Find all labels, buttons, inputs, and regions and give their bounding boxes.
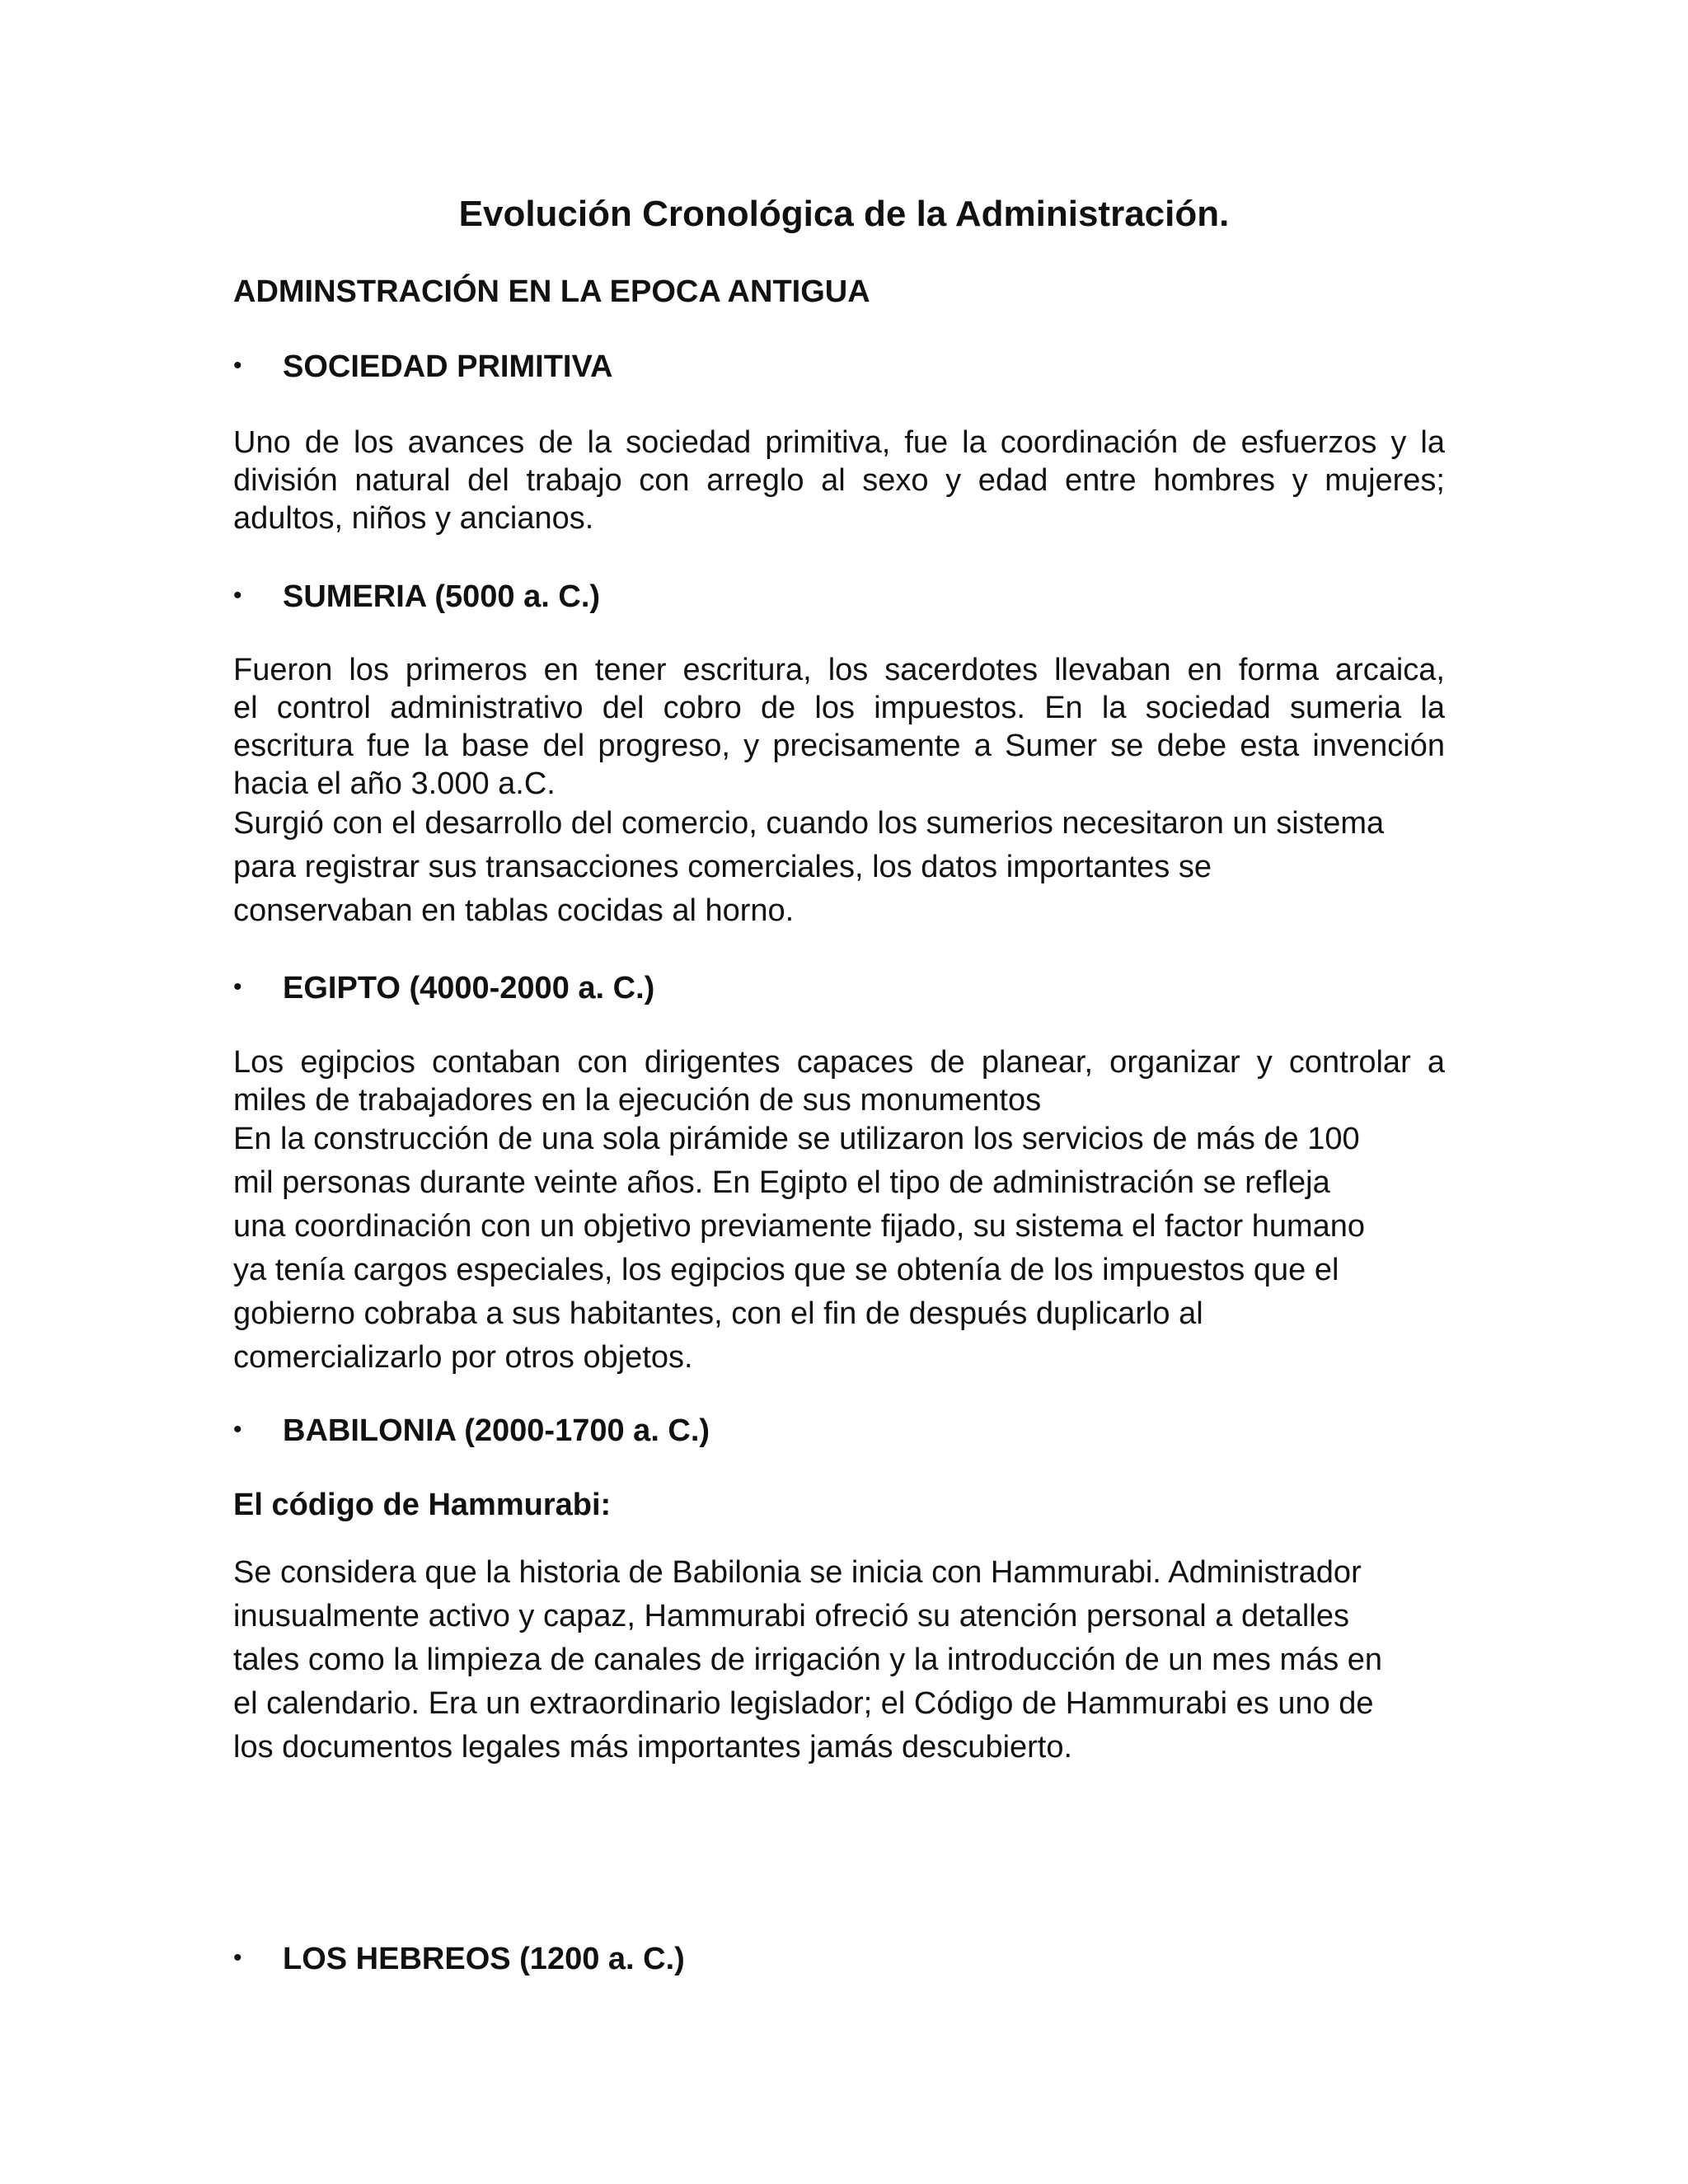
paragraph-babilonia [233,1551,1445,1769]
section-heading: ADMINSTRACIÓN EN LA EPOCA ANTIGUA [233,274,870,309]
bullet-heading-los-hebreos [233,1938,685,1979]
text-line: miles de trabajadores en la ejecución de sus monumentos [233,1083,1042,1118]
text-line: los documentos legales más importantes jamás descubierto. [233,1730,1073,1765]
bullet-heading-label: SUMERIA (5000 a. C.) [283,579,601,614]
text-line: escritura fue la base del progreso, y precisamente a Sumer se debe esta invención [233,729,1445,763]
paragraph-sumeria-2 [233,802,1445,933]
text-line: ya tenía cargos especiales, los egipcios que se obtenía de los impuestos que el [233,1253,1339,1287]
text-line: una coordinación con un objetivo previamente fijado, su sistema el factor humano [233,1209,1366,1244]
paragraph-sociedad-primitiva [233,424,1445,537]
bullet-heading-label: LOS HEBREOS (1200 a. C.) [283,1942,685,1976]
bullet-icon: • [233,1944,242,1971]
bullet-icon: • [233,973,242,1001]
text-line: En la construcción de una sola pirámide se utilizaron los servicios de más de 100 [233,1122,1360,1156]
text-line: comercializarlo por otros objetos. [233,1340,693,1375]
text-line: gobierno cobraba a sus habitantes, con el fin de después duplicarlo al [233,1296,1203,1331]
text-line: el calendario. Era un extraordinario legislador; el Código de Hammurabi es uno de [233,1686,1374,1721]
text-line: tales como la limpieza de canales de irrigación y la introducción de un mes más en [233,1643,1383,1677]
paragraph-egipto [233,1043,1445,1119]
text-line: división natural del trabajo con arreglo al sexo y edad entre hombres y mujeres; [233,463,1445,498]
text-line: Se considera que la historia de Babilonia se inicia con Hammurabi. Administrador [233,1555,1362,1590]
bullet-heading-sociedad-primitiva [233,346,612,387]
bullet-heading-label: BABILONIA (2000-1700 a. C.) [283,1413,710,1448]
text-line: Surgió con el desarrollo del comercio, cuando los sumerios necesitaron un sistema [233,806,1385,841]
bullet-icon: • [233,582,242,609]
bullet-heading-babilonia [233,1410,710,1451]
text-line: el control administrativo del cobro de los impuestos. En la sociedad sumeria la [233,691,1445,725]
bullet-heading-egipto [233,968,654,1008]
text-line: Fueron los primeros en tener escritura, los sacerdotes llevaban en forma arcaica, [233,653,1445,687]
text-line: mil personas durante veinte años. En Egipto el tipo de administración se refleja [233,1165,1330,1200]
text-line: hacia el año 3.000 a.C. [233,766,556,801]
text-line: adultos, niños y ancianos. [233,501,594,536]
paragraph-egipto-2 [233,1118,1445,1380]
text-line: Los egipcios contaban con dirigentes capaces de planear, organizar y controlar a [233,1045,1445,1080]
text-line: Uno de los avances de la sociedad primitiva, fue la coordinación de esfuerzos y la [233,425,1445,460]
text-line: para registrar sus transacciones comerciales, los datos importantes se [233,850,1212,884]
bullet-heading-sumeria [233,576,600,616]
text-line: inusualmente activo y capaz, Hammurabi ofreció su atención personal a detalles [233,1599,1349,1633]
text-line: conservaban en tablas cocidas al horno. [233,893,795,928]
bullet-heading-label: SOCIEDAD PRIMITIVA [283,349,613,384]
bullet-icon: • [233,352,242,379]
bullet-heading-label: EGIPTO (4000-2000 a. C.) [283,971,655,1005]
bullet-icon: • [233,1416,242,1443]
subheading-codigo-hammurabi: El código de Hammurabi: [233,1488,612,1522]
paragraph-sumeria [233,651,1445,803]
page-title: Evolución Cronológica de la Administración. [458,194,1230,234]
